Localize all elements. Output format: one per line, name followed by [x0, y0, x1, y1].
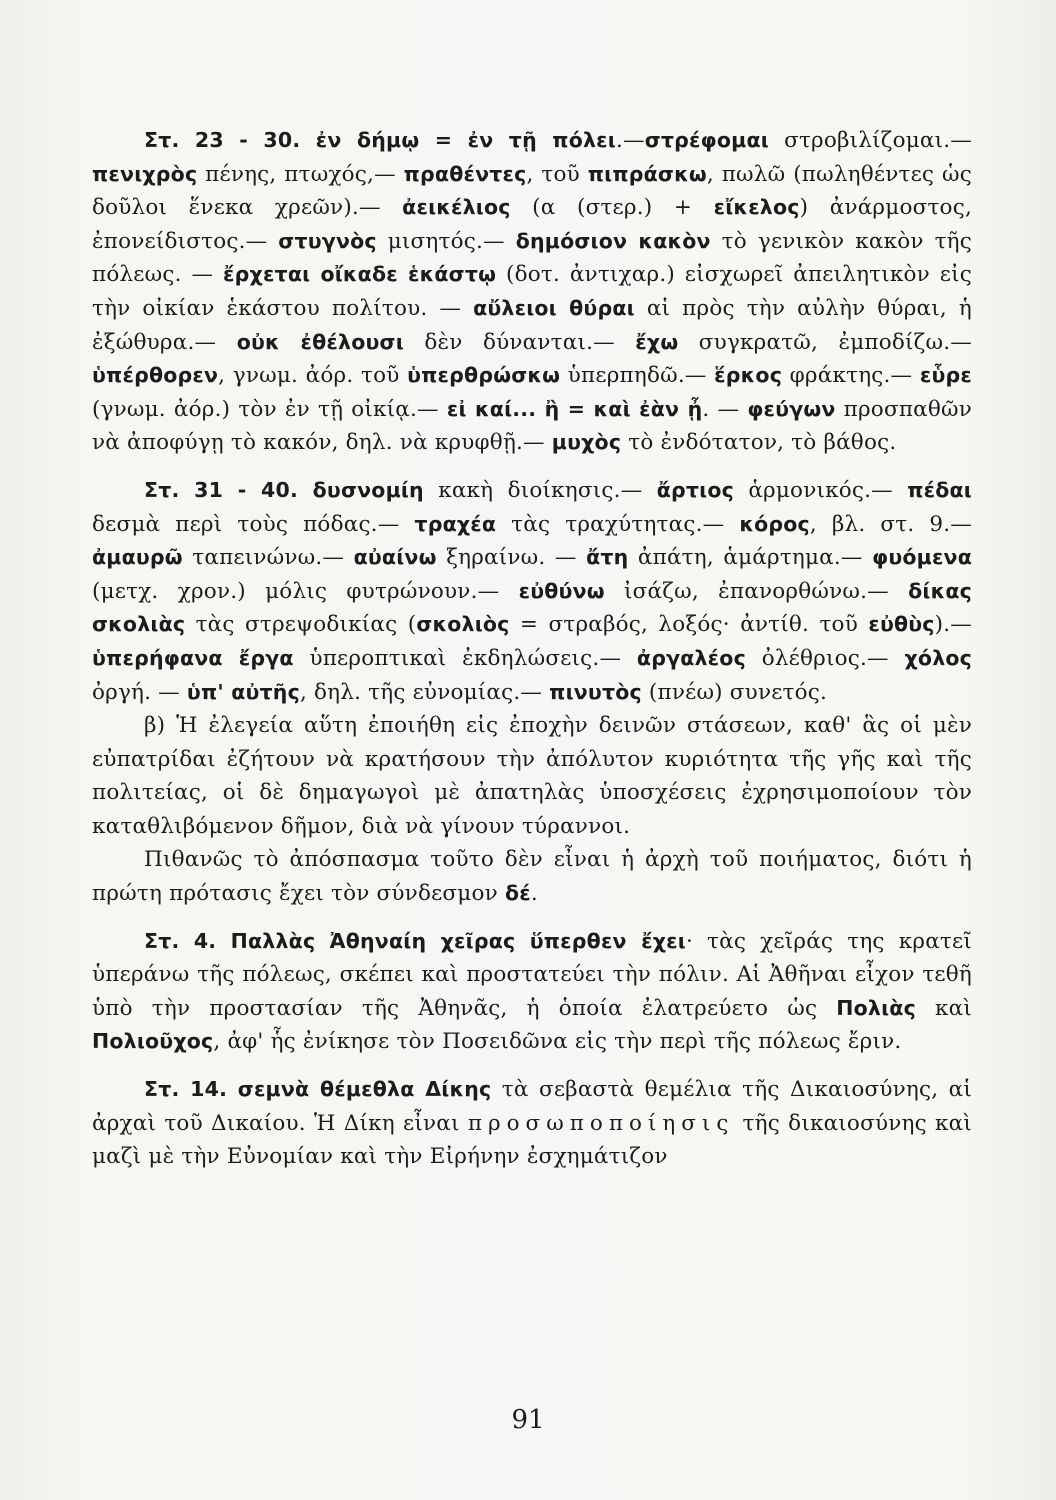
- text-segment: ἁρμονικός.—: [733, 477, 908, 503]
- bold-term: πιπράσκω: [587, 161, 707, 186]
- text-segment: , δηλ. τῆς εὐνομίας.—: [299, 679, 550, 705]
- bold-term: εὗρε: [919, 363, 972, 388]
- bold-term: ἔχω: [635, 329, 679, 354]
- text-segment: τῆς δικαιοσύνης καὶ μαζὶ μὲ τὴν Εὐνομίαν καὶ τὴν Εἰρήνην ἐσχημάτιζον: [92, 1110, 972, 1170]
- text-segment: ὀλέθριος.—: [745, 645, 905, 671]
- paragraph: [92, 709, 972, 843]
- text-segment: ταπεινώνω.—: [182, 545, 354, 571]
- text-segment: (πνέω) συνετός.: [641, 679, 828, 705]
- text-segment: τὰς τραχύτητας.—: [496, 511, 740, 537]
- bold-term: Πολιοῦχος: [92, 1029, 214, 1054]
- text-segment: .: [530, 881, 538, 907]
- text-segment: Πιθανῶς τὸ ἀπόσπασμα τοῦτο δὲν εἶναι ἡ ἀρχὴ τοῦ ποιήματος, διότι ἡ πρώτη πρότασις ἔχει τὸν σύνδεσμον: [92, 847, 972, 907]
- text-segment: αἱ πρὸς τὴν αὐλὴν θύραι, ἡ ἐξώθυρα.—: [92, 295, 972, 355]
- bold-term: ἀργαλέος: [636, 645, 746, 670]
- paragraph: [92, 474, 972, 709]
- bold-term: κόρος: [739, 511, 810, 536]
- text-segment: , τοῦ: [526, 161, 588, 187]
- bold-term: Στ. 31 - 40.: [144, 477, 313, 502]
- text-segment: ).—: [934, 612, 972, 638]
- paragraph: [92, 843, 972, 910]
- text-segment: β) Ἡ ἐλεγεία αὕτη ἐποιήθη εἰς ἐποχὴν δεινῶν στάσεων, καθ' ἃς οἱ μὲν εὐπατρίδαι ἐζήτουν νὰ κρατήσουν τὴν ἀπόλυτον κυριότητα τῆς γῆς καὶ τῆς πολιτείας, οἱ δὲ δημαγωγοὶ μὲ ἀπατηλὰς ὑποσχέσεις ἐχρησιμοποίουν τὸν καταθλιβόμενον δῆμον, διὰ νὰ γίνουν τύραννοι.: [92, 713, 972, 839]
- bold-term: αὐαίνω: [353, 545, 437, 570]
- text-segment: .—: [615, 128, 645, 153]
- text-segment: ξηραίνω. —: [436, 545, 587, 571]
- commentary-text: [92, 124, 972, 1174]
- bold-term: ἕρκος: [714, 363, 783, 388]
- bold-term: δημόσιον κακὸν: [515, 228, 711, 253]
- bold-term: μυχὸς: [551, 430, 622, 455]
- text-segment: (γνωμ. ἀόρ.) τὸν ἐν τῇ οἰκίᾳ.—: [92, 396, 447, 422]
- text-segment: , βλ. στ. 9.—: [809, 511, 972, 537]
- text-segment: ἀπάτη, ἁμάρτημα.—: [628, 545, 873, 571]
- text-segment: καὶ: [915, 995, 972, 1021]
- page-number: 91: [511, 1405, 545, 1435]
- text-segment: προσπαθῶν νὰ ἀποφύγῃ τὸ κακόν, δηλ. νὰ κρυφθῇ.—: [92, 396, 973, 456]
- text-segment: · τὰς χεῖράς της κρατεῖ ὑπεράνω τῆς πόλεως, σκέπει καὶ προστατεύει τὴν πόλιν. Αἱ Ἀθῆναι εἶχον τεθῆ ὑπὸ τὴν προστασίαν τῆς Ἀθηνᾶς, ἡ ὁποία ἐλατρεύετο ὡς: [92, 928, 972, 1021]
- bold-term: πέδαι: [907, 477, 972, 502]
- bold-term: πενιχρὸς: [92, 161, 198, 186]
- text-segment: . —: [702, 396, 748, 422]
- bold-term: Στ. 14.: [144, 1077, 238, 1102]
- bold-term: οὐκ ἐθέλουσι: [236, 329, 404, 354]
- text-segment: ὑπερπηδῶ.—: [560, 363, 715, 389]
- text-segment: (μετχ. χρον.) μόλις φυτρώνουν.—: [92, 578, 519, 604]
- text-segment: , γνωμ. ἀόρ. τοῦ: [218, 363, 408, 389]
- bold-term: ἐν δήμῳ = ἐν τῇ πόλει: [315, 128, 616, 152]
- bold-term: εἴκελος: [713, 195, 800, 220]
- text-segment: τὰ σεβαστὰ θεμέλια τῆς Δικαιοσύνης, αἱ ἀρχαὶ τοῦ Δικαίου. Ἡ Δίκη εἶναι: [92, 1077, 972, 1136]
- text-segment: συγκρατῶ, ἐμποδίζω.—: [678, 329, 972, 355]
- bold-term: αὔλειοι θύραι: [473, 295, 635, 320]
- bold-term: δέ: [504, 881, 531, 906]
- bold-term: ἔρχεται οἴκαδε ἑκάστῳ: [223, 262, 497, 287]
- bold-term: ἀμαυρῶ: [92, 545, 183, 570]
- bold-term: Πολιὰς: [836, 995, 916, 1020]
- bold-term: ὑπερθρώσκω: [407, 363, 561, 388]
- bold-term: φυόμενα: [872, 545, 972, 570]
- text-segment: μισητός.—: [376, 228, 516, 254]
- bold-term: ἄρτιος: [656, 477, 734, 502]
- bold-term: ἀεικέλιος: [402, 195, 511, 220]
- bold-term: πινυτὸς: [549, 679, 642, 704]
- bold-term: ὑπ' αὐτῆς: [186, 679, 300, 704]
- paragraph: [92, 1073, 972, 1174]
- bold-term: φεύγων: [747, 396, 836, 421]
- bold-term: στυγνὸς: [278, 228, 377, 253]
- text-segment: κακὴ διοίκησις.—: [423, 477, 657, 503]
- text-segment: τὸ γενικὸν κακὸν τῆς πόλεως. —: [92, 228, 973, 288]
- bold-term: ἄτη: [586, 545, 629, 570]
- text-segment: ὑπεροπτικαὶ ἐκδηλώσεις.—: [293, 645, 637, 671]
- text-segment: πένης, πτωχός,—: [197, 161, 404, 187]
- bold-term: Στ. 4.: [144, 928, 231, 953]
- bold-term: εἰ καί... ἢ = καὶ ἐὰν ᾖ: [446, 396, 703, 421]
- text-segment: , ἀφ' ἧς ἐνίκησε τὸν Ποσειδῶνα εἰς τὴν περὶ τῆς πόλεως ἔριν.: [213, 1029, 902, 1055]
- bold-term: πραθέντες: [403, 161, 527, 186]
- bold-term: εὐθὺς: [868, 612, 935, 637]
- text-segment: δὲν δύνανται.—: [403, 329, 636, 355]
- bold-term: δίκας σκολιὰς: [92, 578, 972, 637]
- text-segment: φράκτης.—: [782, 363, 920, 389]
- text-segment: , πωλῶ (πωληθέντες ὡς δοῦλοι ἕνεκα χρεῶν).—: [92, 161, 972, 221]
- bold-term: ὑπερήφανα ἔργα: [92, 645, 294, 670]
- paragraph: [92, 925, 972, 1059]
- bold-term: εὐθύνω: [518, 578, 605, 603]
- bold-term: στρέφομαι: [644, 128, 769, 152]
- text-segment: = στραβός, λοξός· ἀντίθ. τοῦ: [509, 612, 869, 638]
- text-segment: τὸ ἐνδότατον, τὸ βάθος.: [621, 430, 897, 456]
- bold-term: χόλος: [904, 645, 972, 670]
- text-segment: ἰσάζω, ἐπανορθώνω.—: [604, 578, 909, 604]
- text-segment: τὰς στρεψοδικίας (: [185, 612, 417, 638]
- text-segment: (δοτ. ἀντιχαρ.) εἰσχωρεῖ ἀπειλητικὸν εἰς τὴν οἰκίαν ἑκάστου πολίτου. —: [92, 262, 972, 321]
- bold-term: Παλλὰς Ἀθηναίη χεῖρας ὕπερθεν ἔχει: [230, 928, 686, 953]
- text-segment: προσωποποίησις: [467, 1110, 735, 1136]
- text-segment: ) ἀνάρμοστος, ἐπονείδιστος.—: [92, 195, 972, 254]
- text-segment: δεσμὰ περὶ τοὺς πόδας.—: [92, 511, 415, 537]
- text-segment: ὀργή. —: [92, 679, 187, 705]
- paragraph: [92, 124, 972, 460]
- text-segment: (α (στερ.) +: [510, 195, 714, 221]
- bold-term: ὑπέρθορεν: [92, 363, 219, 388]
- text-segment: στροβιλίζομαι.—: [768, 128, 972, 153]
- bold-term: δυσνομίη: [312, 477, 424, 502]
- bold-term: σεμνὰ θέμεθλα Δίκης: [237, 1077, 492, 1102]
- bold-term: Στ. 23 - 30.: [144, 128, 316, 152]
- bold-term: τραχέα: [414, 511, 497, 536]
- bold-term: σκολιὸς: [416, 612, 510, 637]
